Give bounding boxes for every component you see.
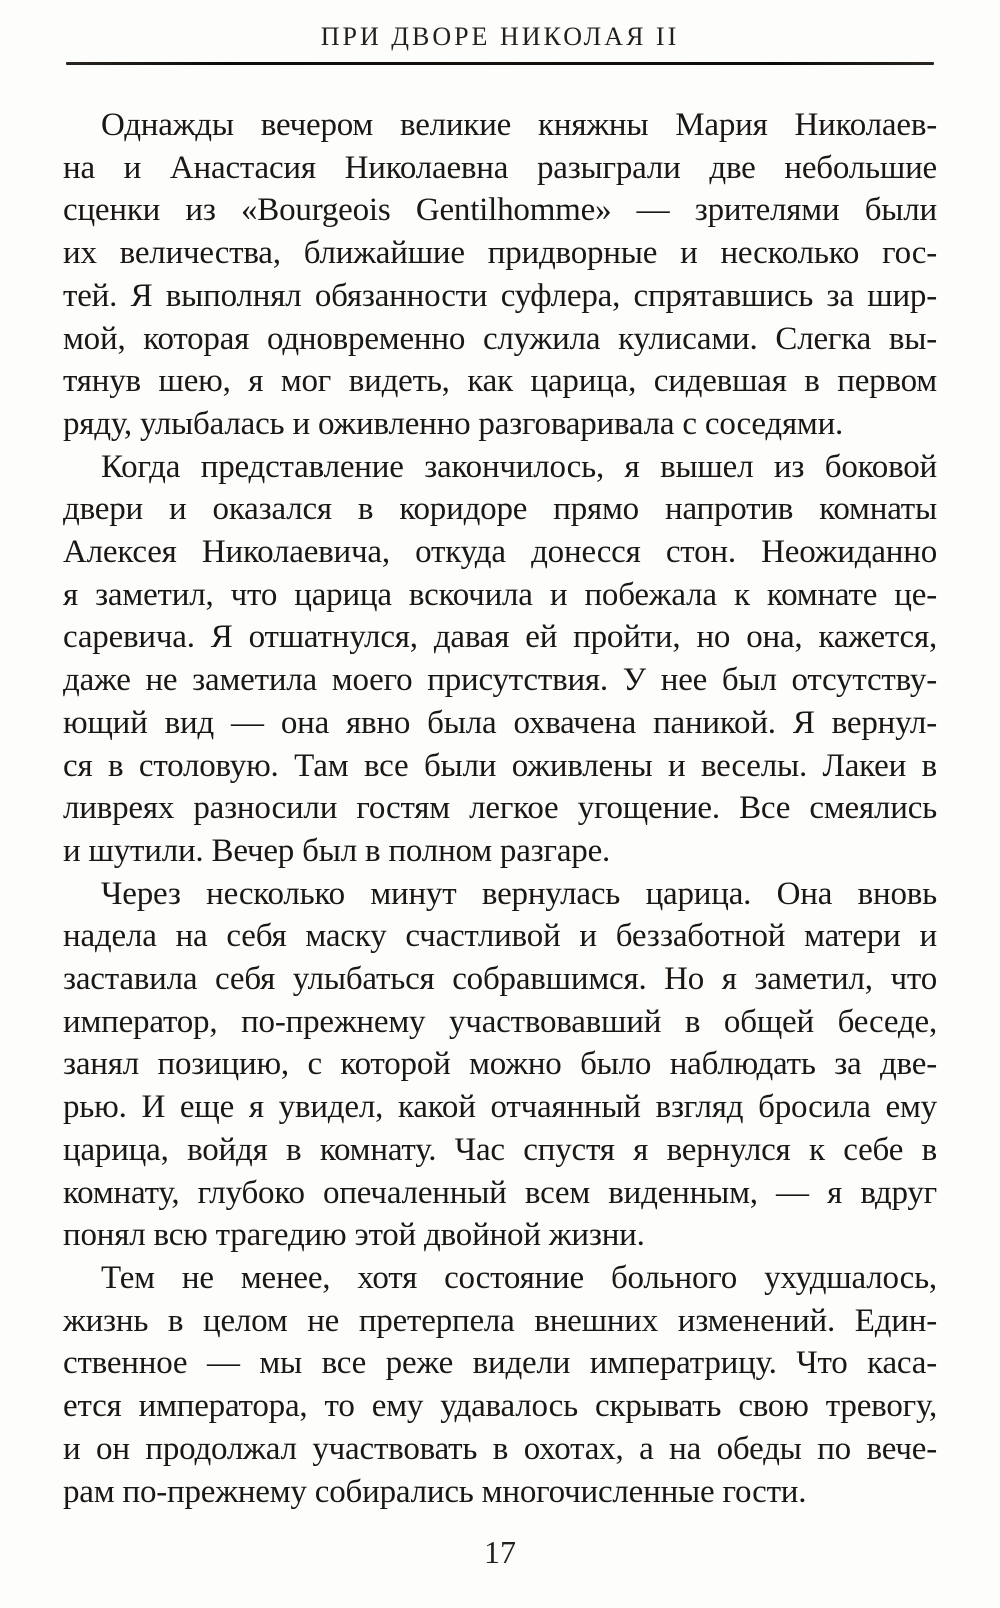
text-line: сценки из «Bourgeois Gentilhomme» — зрителями были — [63, 192, 937, 229]
text-line: я заметил, что царица вскочила и побежала к комнате це- — [63, 576, 937, 613]
text-line: Тем не менее, хотя состояние больного ухудшалось, — [101, 1259, 937, 1296]
text-line: понял всю трагедию этой двойной жизни. — [63, 1217, 645, 1254]
running-head: ПРИ ДВОРЕ НИКОЛАЯ II — [320, 22, 680, 51]
text-line: рам по-прежнему собирались многочисленные гости. — [63, 1473, 807, 1510]
text-line: саревича. Я отшатнулся, давая ей пройти, но она, кажется, — [63, 619, 937, 656]
text-line: и он продолжал участвовать в охотах, а на обеды по вече- — [63, 1430, 937, 1467]
header-rule-divider — [66, 62, 934, 65]
text-line: Однажды вечером великие княжны Мария Николаев- — [101, 107, 937, 143]
text-line: надела на себя маску счастливой и беззаботной матери и — [63, 918, 937, 955]
text-line: император, по-прежнему участвовавший в общей беседе, — [63, 1003, 937, 1040]
text-line: комнату, глубоко опечаленный всем виденным, — я вдруг — [63, 1174, 937, 1211]
text-line: тянув шею, я мог видеть, как царица, сидевшая в первом — [63, 363, 937, 400]
text-line: ся в столовую. Там все были оживлены и веселы. Лакеи в — [63, 747, 937, 784]
text-line: заставила себя улыбаться собравшимся. Но я заметил, что — [63, 961, 937, 998]
text-line: и шутили. Вечер был в полном разгаре. — [63, 832, 611, 869]
text-line: двери и оказался в коридоре прямо напротив комнаты — [63, 491, 937, 528]
text-line: мой, которая одновременно служила кулисами. Слегка вы- — [63, 320, 937, 357]
text-line: рью. И еще я увидел, какой отчаянный взгляд бросила ему — [63, 1089, 937, 1126]
text-line: их величества, ближайшие придворные и несколько гос- — [63, 235, 937, 272]
text-line: царица, войдя в комнату. Час спустя я вернулся к себе в — [63, 1131, 937, 1168]
text-line: ливреях разносили гостям легкое угощение. Все смеялись — [63, 790, 937, 827]
text-line: Через несколько минут вернулась царица. Она вновь — [101, 875, 937, 912]
text-line: даже не заметила моего присутствия. У нее был отсутству- — [63, 662, 937, 699]
text-line: Алексея Николаевича, откуда донесся стон. Неожиданно — [63, 534, 937, 571]
text-line: ется императора, то ему удавалось скрывать свою тревогу, — [63, 1388, 937, 1425]
text-line: ственное — мы все реже видели императрицу. Что каса- — [63, 1345, 937, 1382]
page-number: 17 — [484, 1534, 516, 1570]
text-line: тей. Я выполнял обязанности суфлера, спрятавшись за шир- — [63, 277, 937, 314]
text-line: ющий вид — она явно была охвачена паникой. Я вернул- — [63, 704, 937, 741]
text-line: на и Анастасия Николаевна разыграли две небольшие — [63, 149, 937, 186]
text-line: жизнь в целом не претерпела внешних изменений. Един- — [63, 1302, 937, 1339]
text-line: ряду, улыбалась и оживленно разговаривала с соседями. — [63, 405, 844, 442]
text-line: занял позицию, с которой можно было наблюдать за две- — [63, 1046, 937, 1083]
text-line: Когда представление закончилось, я вышел из боковой — [101, 448, 937, 485]
body-text — [63, 104, 937, 1513]
